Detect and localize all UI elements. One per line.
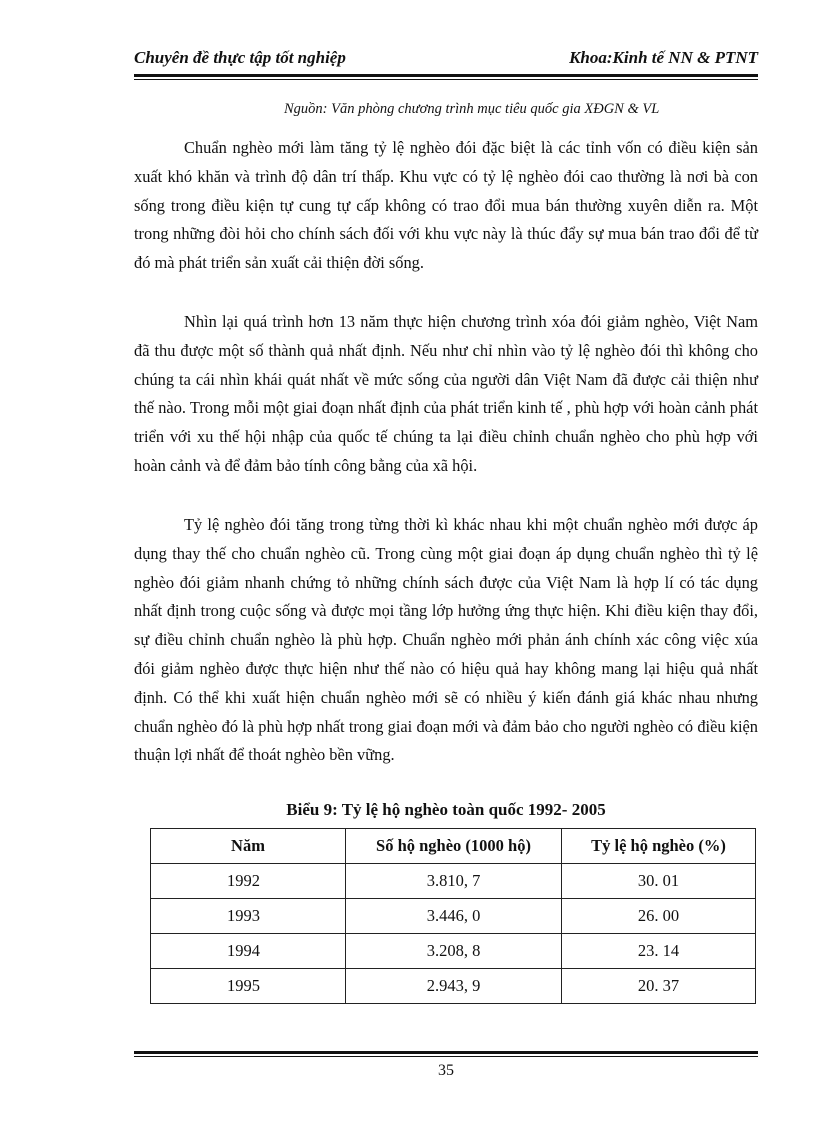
footer-rule-thick — [134, 1051, 758, 1054]
header-faculty: Khoa:Kinh tế NN & PTNT — [569, 48, 758, 67]
paragraph: Nhìn lại quá trình hơn 13 năm thực hiện chương trình xóa đói giảm nghèo, Việt Nam đã thu được một số thành quả nhất định. Nếu như chỉ nhìn vào tỷ lệ nghèo đói thì không cho chúng ta cái nhìn khái quát nhất về mức sống của người dân Việt Nam đã được cải thiện như thế nào. Trong mỗi một giai đoạn nhất định của phát triển kinh tế , phù hợp với hoàn cảnh phát triển với xu thế hội nhập của quốc tế chúng ta lại điều chỉnh chuẩn nghèo cho phù hợp với hoàn cảnh và để đảm bảo tính công bằng của xã hội. — [134, 312, 758, 475]
table-header-row — [151, 829, 756, 864]
table-row — [151, 864, 756, 899]
table-row — [151, 934, 756, 969]
cell-poverty-rate: 30. 01 — [562, 864, 756, 899]
column-header-poverty-rate: Tỷ lệ hộ nghèo (%) — [562, 829, 756, 864]
column-header-poor-households: Số hộ nghèo (1000 hộ) — [346, 829, 562, 864]
cell-poor-households: 3.446, 0 — [346, 899, 562, 934]
cell-poor-households: 3.208, 8 — [346, 934, 562, 969]
cell-poverty-rate: 26. 00 — [562, 899, 756, 934]
header-rule-thick — [134, 74, 758, 77]
cell-year: 1992 — [151, 864, 346, 899]
cell-poor-households: 2.943, 9 — [346, 969, 562, 1004]
cell-poverty-rate: 20. 37 — [562, 969, 756, 1004]
cell-poor-households: 3.810, 7 — [346, 864, 562, 899]
table-title: Biểu 9: Tỷ lệ hộ nghèo toàn quốc 1992- 2005 — [286, 800, 606, 819]
cell-poverty-rate: 23. 14 — [562, 934, 756, 969]
cell-year: 1994 — [151, 934, 346, 969]
source-note: Nguồn: Văn phòng chương trình mục tiêu quốc gia XĐGN & VL — [284, 101, 660, 117]
paragraph: Chuẩn nghèo mới làm tăng tỷ lệ nghèo đói đặc biệt là các tỉnh vốn có điều kiện sản xuất khó khăn và trình độ dân trí thấp. Khu vực có tỷ lệ nghèo đói cao thường là nơi bà con sống trong điều kiện tự cung tự cấp không có trao đổi mua bán thường xuyên diễn ra. Một trong những đòi hỏi cho chính sách đối với khu vực này là thúc đẩy sự mua bán trao đổi để từ đó mà phát triển sản xuất cải thiện đời sống. — [134, 138, 758, 273]
cell-year: 1993 — [151, 899, 346, 934]
footer-rule-thin — [134, 1056, 758, 1057]
page-header — [134, 48, 758, 74]
column-header-year: Năm — [151, 829, 346, 864]
table-row — [151, 899, 756, 934]
cell-year: 1995 — [151, 969, 346, 1004]
header-course-title: Chuyên đề thực tập tốt nghiệp — [134, 48, 346, 67]
paragraph: Tỷ lệ nghèo đói tăng trong từng thời kì khác nhau khi một chuẩn nghèo mới được áp dụng thay thế cho chuẩn nghèo cũ. Trong cùng một giai đoạn áp dụng chuẩn nghèo thì tỷ lệ nghèo đói giảm nhanh chứng tỏ những chính sách được của Việt Nam là hợp lí có tác dụng nhất định trong cuộc sống và được mọi tầng lớp hưởng ứng thực hiện. Khi điều kiện thay đổi, sự điều chỉnh chuẩn nghèo là phù hợp. Chuẩn nghèo mới phản ánh chính xác công việc xúa đói giảm nghèo được thực hiện như thế nào có hiệu quả hay không mang lại hiệu quả nhất định. Có thể khi xuất hiện chuẩn nghèo mới sẽ có nhiều ý kiến đánh giá khác nhau nhưng chuẩn nghèo đó là phù hợp nhất trong giai đoạn mới và đảm bảo cho người nghèo có điều kiện thuận lợi nhất để thoát nghèo bền vững. — [134, 515, 758, 765]
table-row — [151, 969, 756, 1004]
page-number: 35 — [438, 1062, 454, 1079]
header-rule-thin — [134, 79, 758, 80]
poverty-rate-table — [150, 828, 756, 1004]
